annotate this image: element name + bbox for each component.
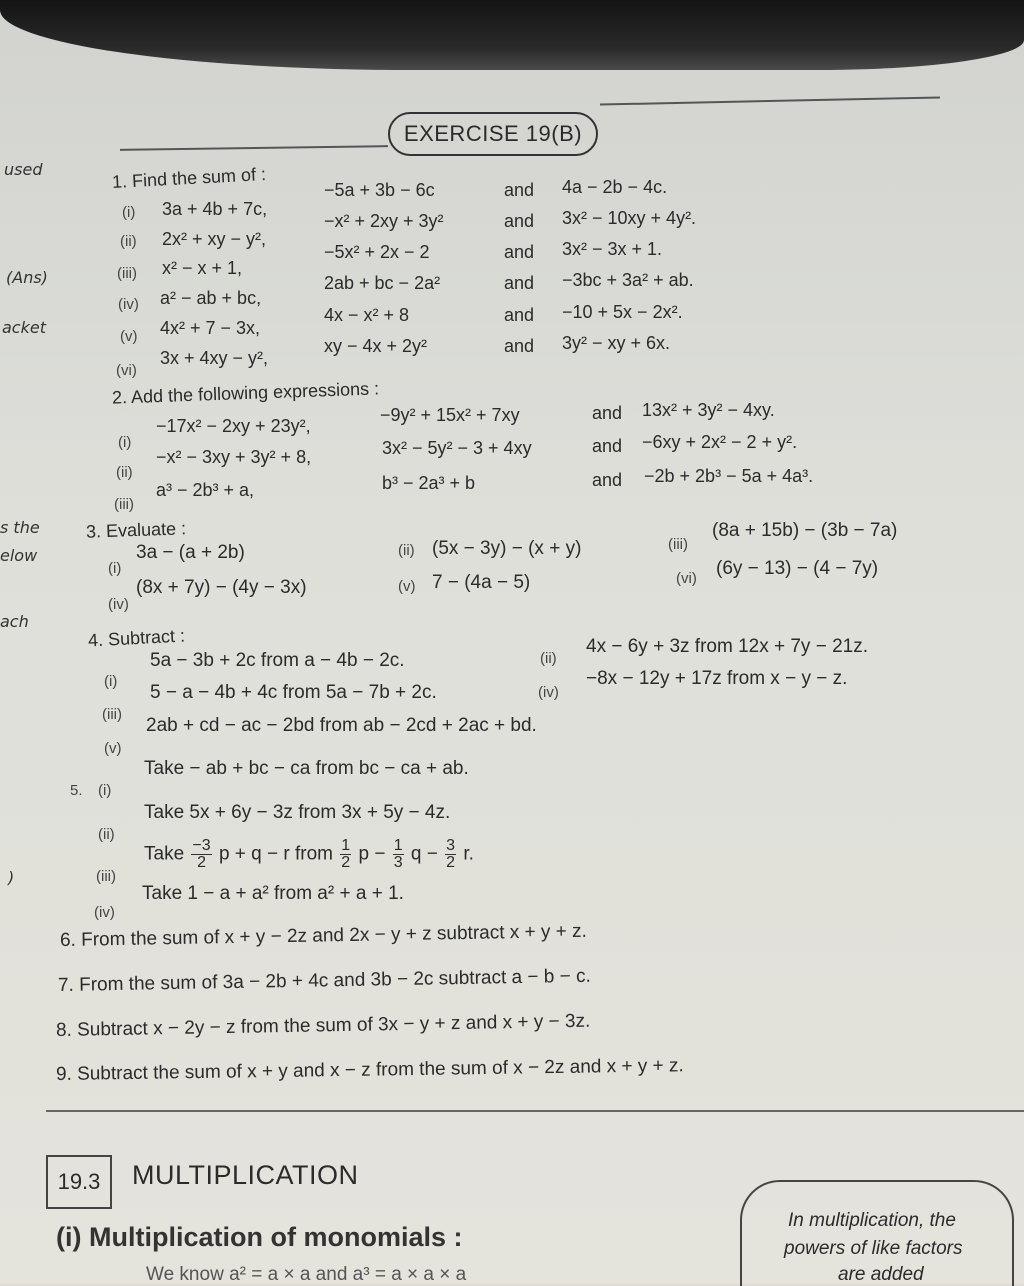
margin-note: elow [0,546,38,565]
expression: 5 − a − 4b + 4c from 5a − 7b + 2c. [150,682,437,703]
and-word: and [504,211,535,231]
section-title: MULTIPLICATION [132,1160,359,1190]
expression: 4a − 2b − 4c. [562,177,668,197]
expression: 13x² + 3y² − 4xy. [642,400,775,420]
item-number: (iii) [668,536,688,553]
question-9: 9. Subtract the sum of x + y and x − z from the sum of x − 2z and x + y + z. [55,1055,684,1085]
and-word: and [504,180,535,200]
expression: 4x − 6y + 3z from 12x + 7y − 21z. [586,636,868,657]
item-number: (i) [104,673,118,690]
expression: 2x² + xy − y², [162,229,267,249]
numerator: 3 [446,837,456,854]
item-number: (iii) [117,265,137,282]
expression: 3a + 4b + 7c, [162,199,268,219]
denominator: 2 [197,854,206,871]
and-word: and [504,242,535,262]
expression: −2b + 2b³ − 5a + 4a³. [644,466,814,486]
expression: 3x² − 5y² − 3 + 4xy [382,438,532,458]
item-number: (iv) [108,596,129,613]
expression: −10 + 5x − 2x². [562,302,683,322]
expression: Take 5x + 6y − 3z from 3x + 5y − 4z. [144,802,451,823]
expression: 3x + 4xy − y², [160,348,269,368]
expression: (8a + 15b) − (3b − 7a) [712,520,898,541]
expression: 3a − (a + 2b) [136,542,245,563]
expression: (5x − 3y) − (x + y) [432,538,582,559]
question-6: 6. From the sum of x + y − 2z and 2x − y + z subtract x + y + z. [59,920,588,951]
fraction-expression [144,838,474,871]
expression: −9y² + 15x² + 7xy [380,405,520,425]
expression: a³ − 2b³ + a, [156,480,255,500]
item-number: (ii) [120,233,137,250]
dark-background-edge [0,0,1024,70]
expression: 5a − 3b + 2c from a − 4b − 2c. [150,650,405,671]
expression: 3x² − 10xy + 4y². [562,208,697,228]
expression: 3x² − 3x + 1. [562,239,663,259]
expression: −x² + 2xy + 3y² [324,211,444,231]
take-word: Take [144,843,185,865]
item-number: (i) [118,434,132,451]
item-number: (i) [98,782,112,799]
numerator: −3 [192,837,211,854]
expression: −8x − 12y + 17z from x − y − z. [586,668,848,689]
item-number: (iv) [94,904,115,921]
expression: 3y² − xy + 6x. [562,333,671,353]
and-word: and [504,336,535,356]
fraction [445,838,456,871]
question-5-number: 5. [70,782,83,799]
expression: a² − ab + bc, [160,288,262,308]
item-number: (iv) [538,684,559,701]
margin-note: acket [2,318,46,337]
question-4-label: 4. Subtract : [87,625,186,651]
and-word: and [592,403,623,423]
question-1-label: 1. Find the sum of : [111,163,267,193]
margin-note: (Ans) [6,268,48,287]
expression: b³ − 2a³ + b [382,473,476,493]
item-number: (iii) [114,496,134,513]
margin-note: used [4,160,43,179]
expression: xy − 4x + 2y² [324,336,428,356]
question-2-label: 2. Add the following expressions : [111,378,380,408]
section-number: 19.3 [46,1155,112,1209]
margin-note: ) [8,868,15,887]
item-number: (ii) [398,542,415,559]
item-number: (v) [120,328,138,345]
expression-part: r. [463,843,474,865]
item-number: (iv) [118,296,139,313]
expression: Take 1 − a + a² from a² + a + 1. [142,883,404,904]
denominator: 2 [446,854,456,871]
expression: 4x − x² + 8 [324,305,410,325]
item-number: (ii) [98,826,115,843]
expression-part: p − [358,843,386,865]
item-number: (vi) [676,570,697,587]
item-number: (v) [104,740,122,757]
margin-note: s the [0,518,40,537]
subsection-heading: (i) Multiplication of monomials : [56,1222,463,1252]
expression: 2ab + cd − ac − 2bd from ab − 2cd + 2ac + bd. [146,715,537,736]
item-number: (v) [398,578,416,595]
cut-off-text: We know a² = a × a and a³ = a × a × a [146,1264,467,1285]
expression: −x² − 3xy + 3y² + 8, [156,447,312,467]
expression-part: p + q − r from [218,843,333,865]
expression: Take − ab + bc − ca from bc − ca + ab. [144,758,469,779]
item-number: (ii) [116,464,133,481]
item-number: (i) [122,204,136,221]
numerator: 1 [341,837,351,854]
expression: x² − x + 1, [162,258,243,278]
item-number: (i) [108,560,122,577]
exercise-title: EXERCISE 19(B) [388,112,598,156]
item-number: (iii) [102,706,122,723]
expression: 7 − (4a − 5) [432,572,531,593]
expression: −5a + 3b − 6c [324,180,435,200]
expression: 2ab + bc − 2a² [324,273,441,293]
question-7: 7. From the sum of 3a − 2b + 4c and 3b − 2c subtract a − b − c. [57,965,591,996]
expression: −5x² + 2x − 2 [324,242,430,262]
denominator: 3 [393,854,403,871]
question-8: 8. Subtract x − 2y − z from the sum of 3x − y + z and x + y − 3z. [55,1010,591,1041]
note-line: powers of like factors [784,1238,963,1259]
fraction [191,838,211,871]
expression: 4x² + 7 − 3x, [160,318,261,338]
expression: −3bc + 3a² + ab. [562,270,694,290]
item-number: (ii) [540,650,557,667]
expression: −6xy + 2x² − 2 + y². [642,432,798,452]
and-word: and [592,470,623,490]
expression: (6y − 13) − (4 − 7y) [716,558,879,579]
header-rule [600,96,940,105]
note-line: In multiplication, the [788,1210,956,1231]
section-divider [46,1110,1024,1112]
note-line: are added [838,1264,924,1285]
fraction [393,838,404,871]
margin-note: ach [0,612,29,631]
and-word: and [504,273,535,293]
question-3-label: 3. Evaluate : [85,518,187,542]
fraction [340,838,351,871]
item-number: (iii) [96,868,116,885]
expression-part: q − [410,843,438,865]
and-word: and [504,305,535,325]
and-word: and [592,436,623,456]
expression: (8x + 7y) − (4y − 3x) [136,577,307,598]
numerator: 1 [393,837,403,854]
item-number: (vi) [116,362,137,379]
header-rule-left [120,145,388,151]
denominator: 2 [341,854,351,871]
expression: −17x² − 2xy + 23y², [156,416,311,436]
